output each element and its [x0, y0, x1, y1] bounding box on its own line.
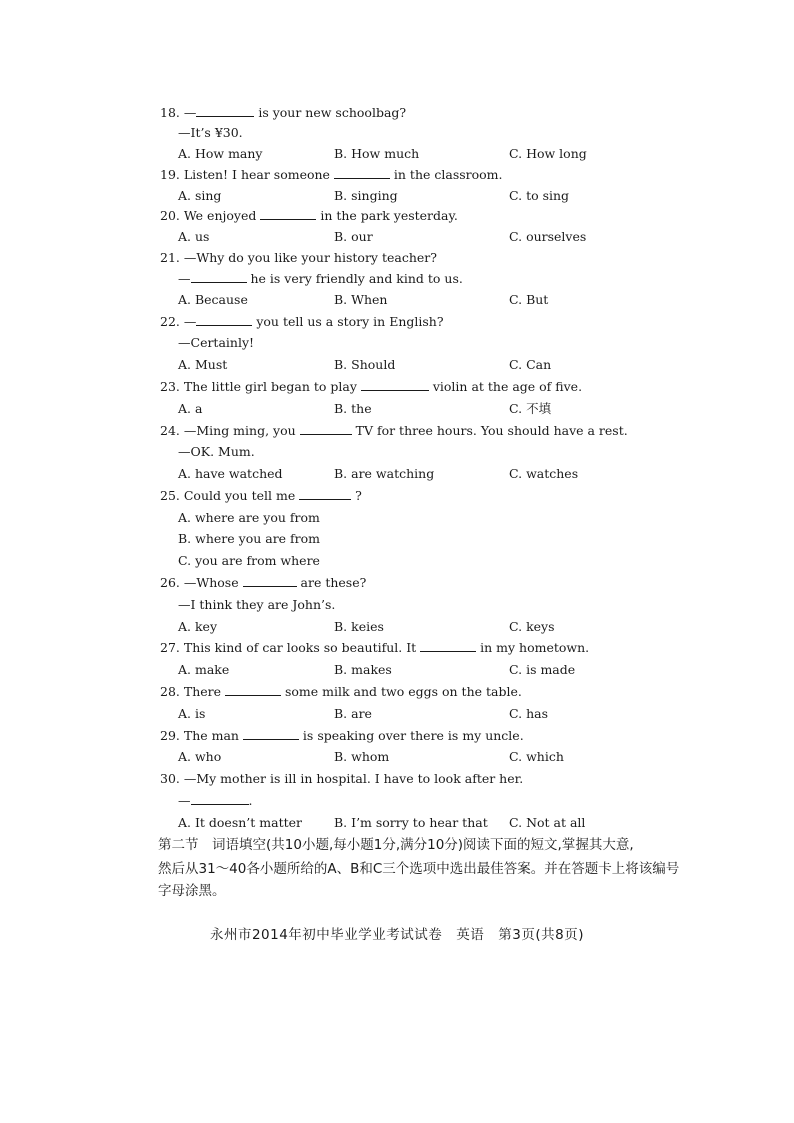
section-instructions-line-2: 然后从31～40各小题所给的A、B和C三个选项中选出最佳答案。并在答题卡上将该编号 — [158, 861, 680, 877]
option-c: C. Not at all — [509, 815, 586, 830]
question-20: 20. We enjoyed in the park yesterday. — [160, 208, 458, 223]
question-18: 18. — is your new schoolbag? — [160, 105, 407, 120]
answer-blank — [300, 422, 352, 435]
answer-blank — [196, 104, 254, 117]
answer-blank — [191, 792, 249, 805]
option-c: C. Can — [509, 357, 552, 372]
section-instructions-line-1: 第二节 词语填空(共10小题,每小题1分,满分10分)阅读下面的短文,掌握其大意, — [158, 837, 634, 853]
option-a: A. a — [178, 401, 203, 416]
dialogue-reply: —I think they are John’s. — [178, 597, 336, 612]
option-c: C. But — [509, 292, 549, 307]
question-25: 25. Could you tell me ? — [160, 488, 362, 503]
answer-blank — [225, 683, 281, 696]
option-c: C. is made — [509, 662, 576, 677]
option-c: C. has — [509, 706, 548, 721]
option-a: A. who — [178, 749, 222, 764]
option-b: B. our — [334, 229, 373, 244]
answer-blank — [299, 487, 351, 500]
question-21: 21. —Why do you like your history teacher? — [160, 250, 437, 265]
option-b: B. keies — [334, 619, 384, 634]
option-a: A. Because — [178, 292, 248, 307]
answer-blank — [191, 270, 247, 283]
question-24: 24. —Ming ming, you TV for three hours. You should have a rest. — [160, 423, 628, 438]
answer-blank — [243, 727, 299, 740]
question-22: 22. — you tell us a story in English? — [160, 314, 444, 329]
answer-blank — [196, 313, 252, 326]
option-b: B. whom — [334, 749, 390, 764]
question-28: 28. There some milk and two eggs on the table. — [160, 684, 522, 699]
option-a: A. sing — [178, 188, 222, 203]
option-c: C. which — [509, 749, 564, 764]
option-c: C. How long — [509, 146, 587, 161]
page-footer: 永州市2014年初中毕业学业考试试卷 英语 第3页(共8页) — [209, 927, 585, 943]
answer-blank — [260, 207, 316, 220]
dialogue-reply: —Certainly! — [178, 335, 255, 350]
question-23: 23. The little girl began to play violin at the age of five. — [160, 379, 583, 394]
option-c: C. to sing — [509, 188, 570, 203]
option-b: B. are — [334, 706, 372, 721]
dialogue-reply: —OK. Mum. — [178, 444, 255, 459]
dialogue-reply: — he is very friendly and kind to us. — [178, 271, 463, 286]
option-c: C. ourselves — [509, 229, 587, 244]
section-instructions-line-3: 字母涂黑。 — [158, 883, 226, 899]
option-c: C. watches — [509, 466, 579, 481]
option-b: B. the — [334, 401, 372, 416]
option-b: B. Should — [334, 357, 396, 372]
option-c: C. 不填 — [509, 401, 552, 416]
dialogue-reply: — . — [178, 793, 253, 808]
option-b: B. makes — [334, 662, 392, 677]
option-b: B. singing — [334, 188, 398, 203]
question-19: 19. Listen! I hear someone in the classroom. — [160, 167, 503, 182]
option-b: B. where you are from — [178, 531, 321, 546]
option-c: C. keys — [509, 619, 555, 634]
option-a: A. It doesn’t matter — [178, 815, 302, 830]
answer-blank — [420, 639, 476, 652]
option-a: A. How many — [178, 146, 263, 161]
option-a: A. make — [178, 662, 230, 677]
option-a: A. is — [178, 706, 206, 721]
option-a: A. key — [178, 619, 218, 634]
dialogue-reply: —It’s ¥30. — [178, 125, 243, 140]
question-26: 26. —Whose are these? — [160, 575, 367, 590]
question-30: 30. —My mother is ill in hospital. I have to look after her. — [160, 771, 524, 786]
option-b: B. When — [334, 292, 388, 307]
option-a: A. us — [178, 229, 210, 244]
option-b: B. How much — [334, 146, 420, 161]
option-b: B. I’m sorry to hear that — [334, 815, 488, 830]
question-29: 29. The man is speaking over there is my uncle. — [160, 728, 524, 743]
option-a: A. have watched — [178, 466, 283, 481]
option-b: B. are watching — [334, 466, 435, 481]
option-a: A. Must — [178, 357, 228, 372]
answer-blank — [243, 574, 297, 587]
option-a: A. where are you from — [178, 510, 320, 525]
answer-blank — [334, 166, 390, 179]
option-c: C. you are from where — [178, 553, 320, 568]
answer-blank — [361, 378, 429, 391]
question-27: 27. This kind of car looks so beautiful. It in my hometown. — [160, 640, 590, 655]
